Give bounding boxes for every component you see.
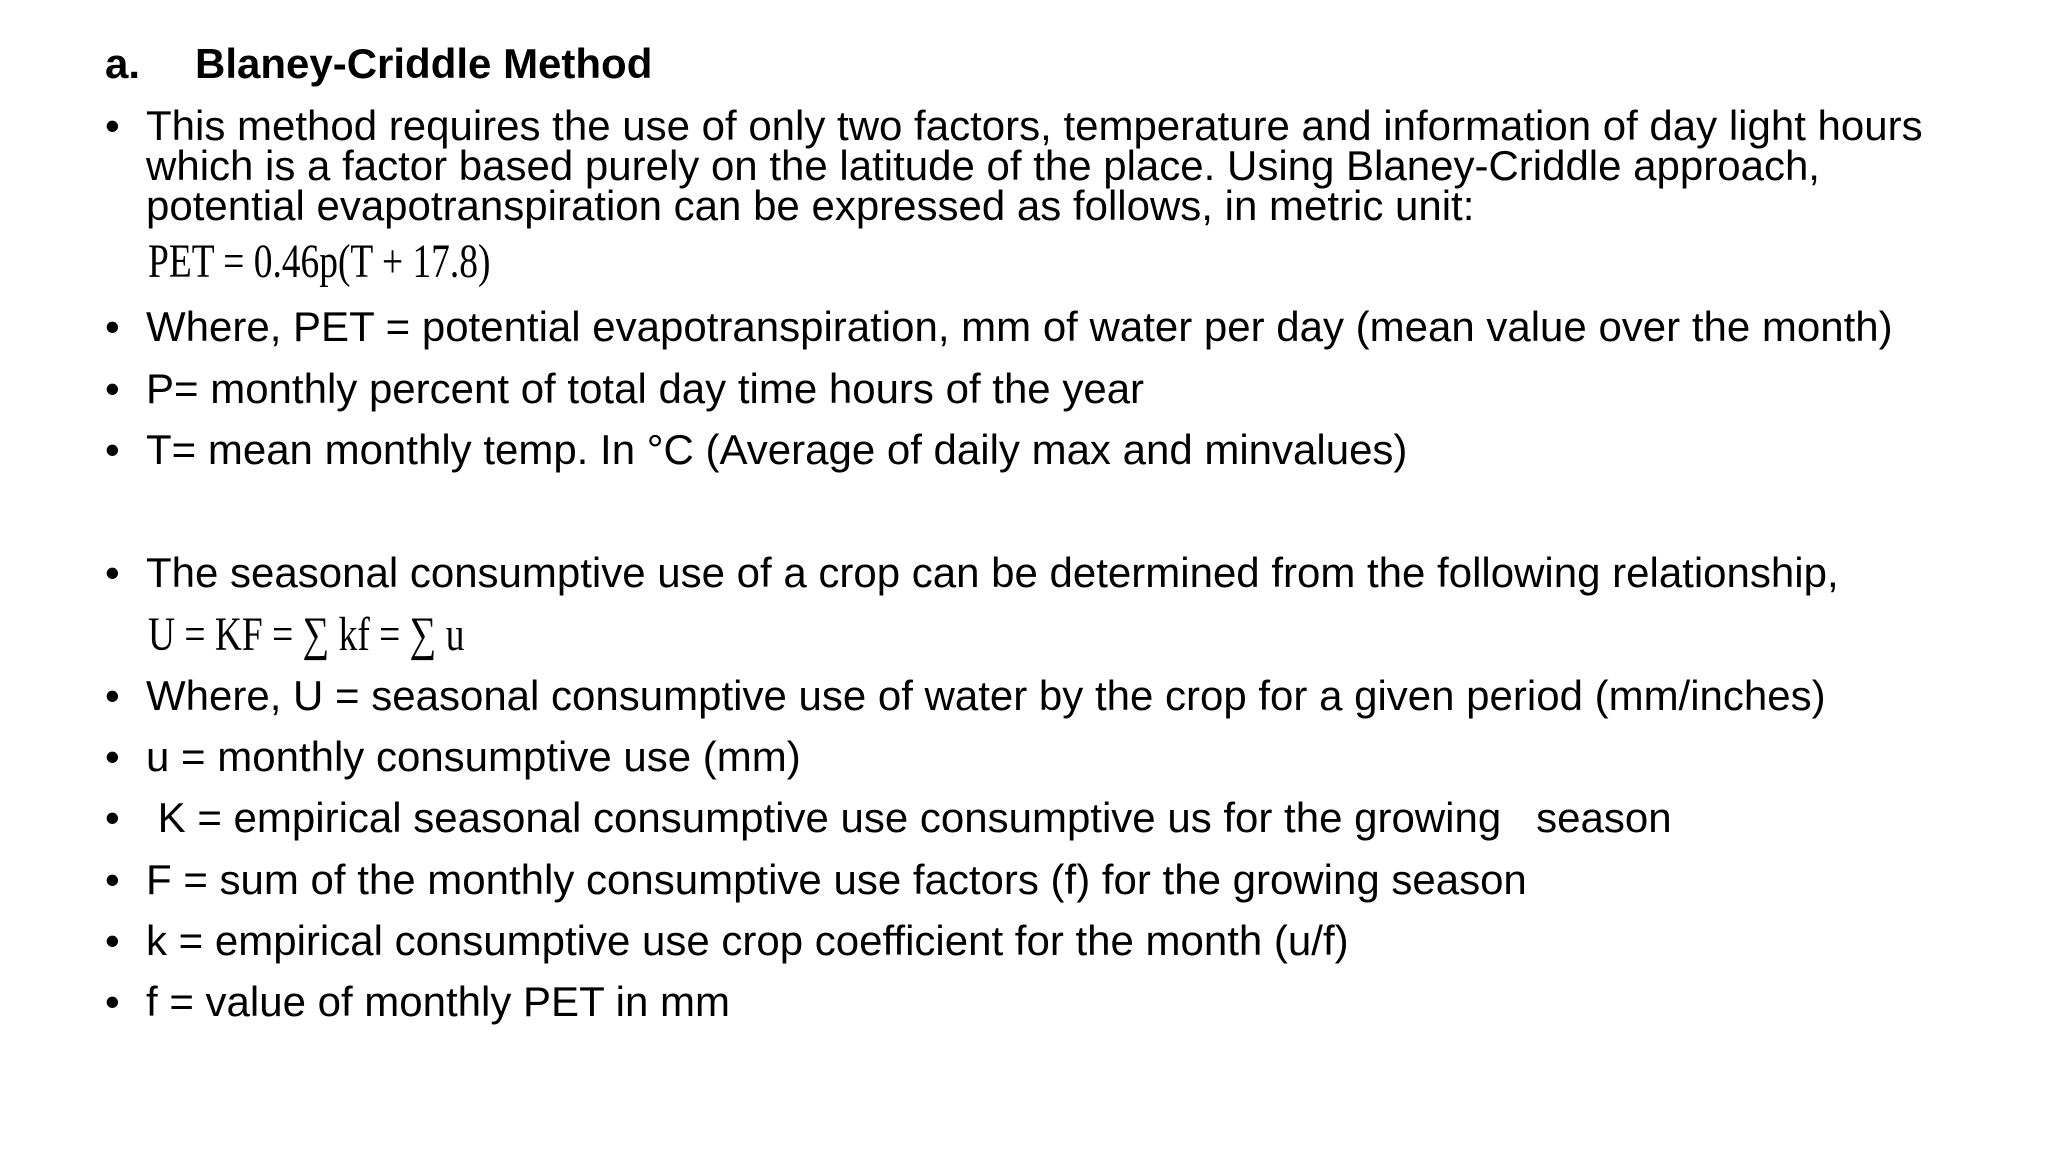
bullet-text: Where, PET = potential evapotranspiration, mm of water per day (mean value over the month) <box>146 303 1893 350</box>
section-heading <box>105 36 652 92</box>
bullet-dot: • <box>105 672 120 719</box>
bullet-text: T= mean monthly temp. In °C (Average of daily max and minvalues) <box>146 426 1408 473</box>
bullet-dot: • <box>105 978 120 1025</box>
bullet-text: The seasonal consumptive use of a crop can be determined from the following relationship, <box>146 549 1839 596</box>
bullet-text: F = sum of the monthly consumptive use factors (f) for the growing season <box>146 856 1527 903</box>
intro-line: which is a factor based purely on the latitude of the place. Using Blaney-Criddle approach, <box>146 142 1820 189</box>
bullet-dot: • <box>105 794 120 841</box>
bullet-dot: • <box>105 733 120 780</box>
heading-marker: a. <box>105 40 141 87</box>
pet-formula: PET = 0.46p(T + 17.8) <box>148 235 491 288</box>
bullet-text: f = value of monthly PET in mm <box>146 978 730 1025</box>
bullet-dot: • <box>105 856 120 903</box>
intro-paragraph <box>105 102 2026 229</box>
bullet-text: u = monthly consumptive use (mm) <box>146 733 801 780</box>
intro-line: This method requires the use of only two factors, temperature and information of day light hours <box>146 102 1923 149</box>
bullet-dot: • <box>105 365 120 412</box>
bullet-dot: • <box>105 303 120 350</box>
bullet-text: k = empirical consumptive use crop coefficient for the month (u/f) <box>146 917 1349 964</box>
bullet-text: P= monthly percent of total day time hours of the year <box>146 365 1145 412</box>
bullet-dot: • <box>105 426 120 473</box>
heading-title: Blaney-Criddle Method <box>195 40 653 87</box>
bullet-text: K = empirical seasonal consumptive use consumptive us for the growing season <box>146 794 1672 841</box>
bullet-dot: • <box>105 549 120 596</box>
bullet-dot: • <box>105 917 120 964</box>
consumptive-use-formula: U = KF = ∑ kf = ∑ u <box>148 608 465 661</box>
bullet-dot: • <box>105 102 120 149</box>
bullet-text: Where, U = seasonal consumptive use of water by the crop for a given period (mm/inches) <box>146 672 1826 719</box>
intro-line: potential evapotranspiration can be expressed as follows, in metric unit: <box>146 182 1475 229</box>
